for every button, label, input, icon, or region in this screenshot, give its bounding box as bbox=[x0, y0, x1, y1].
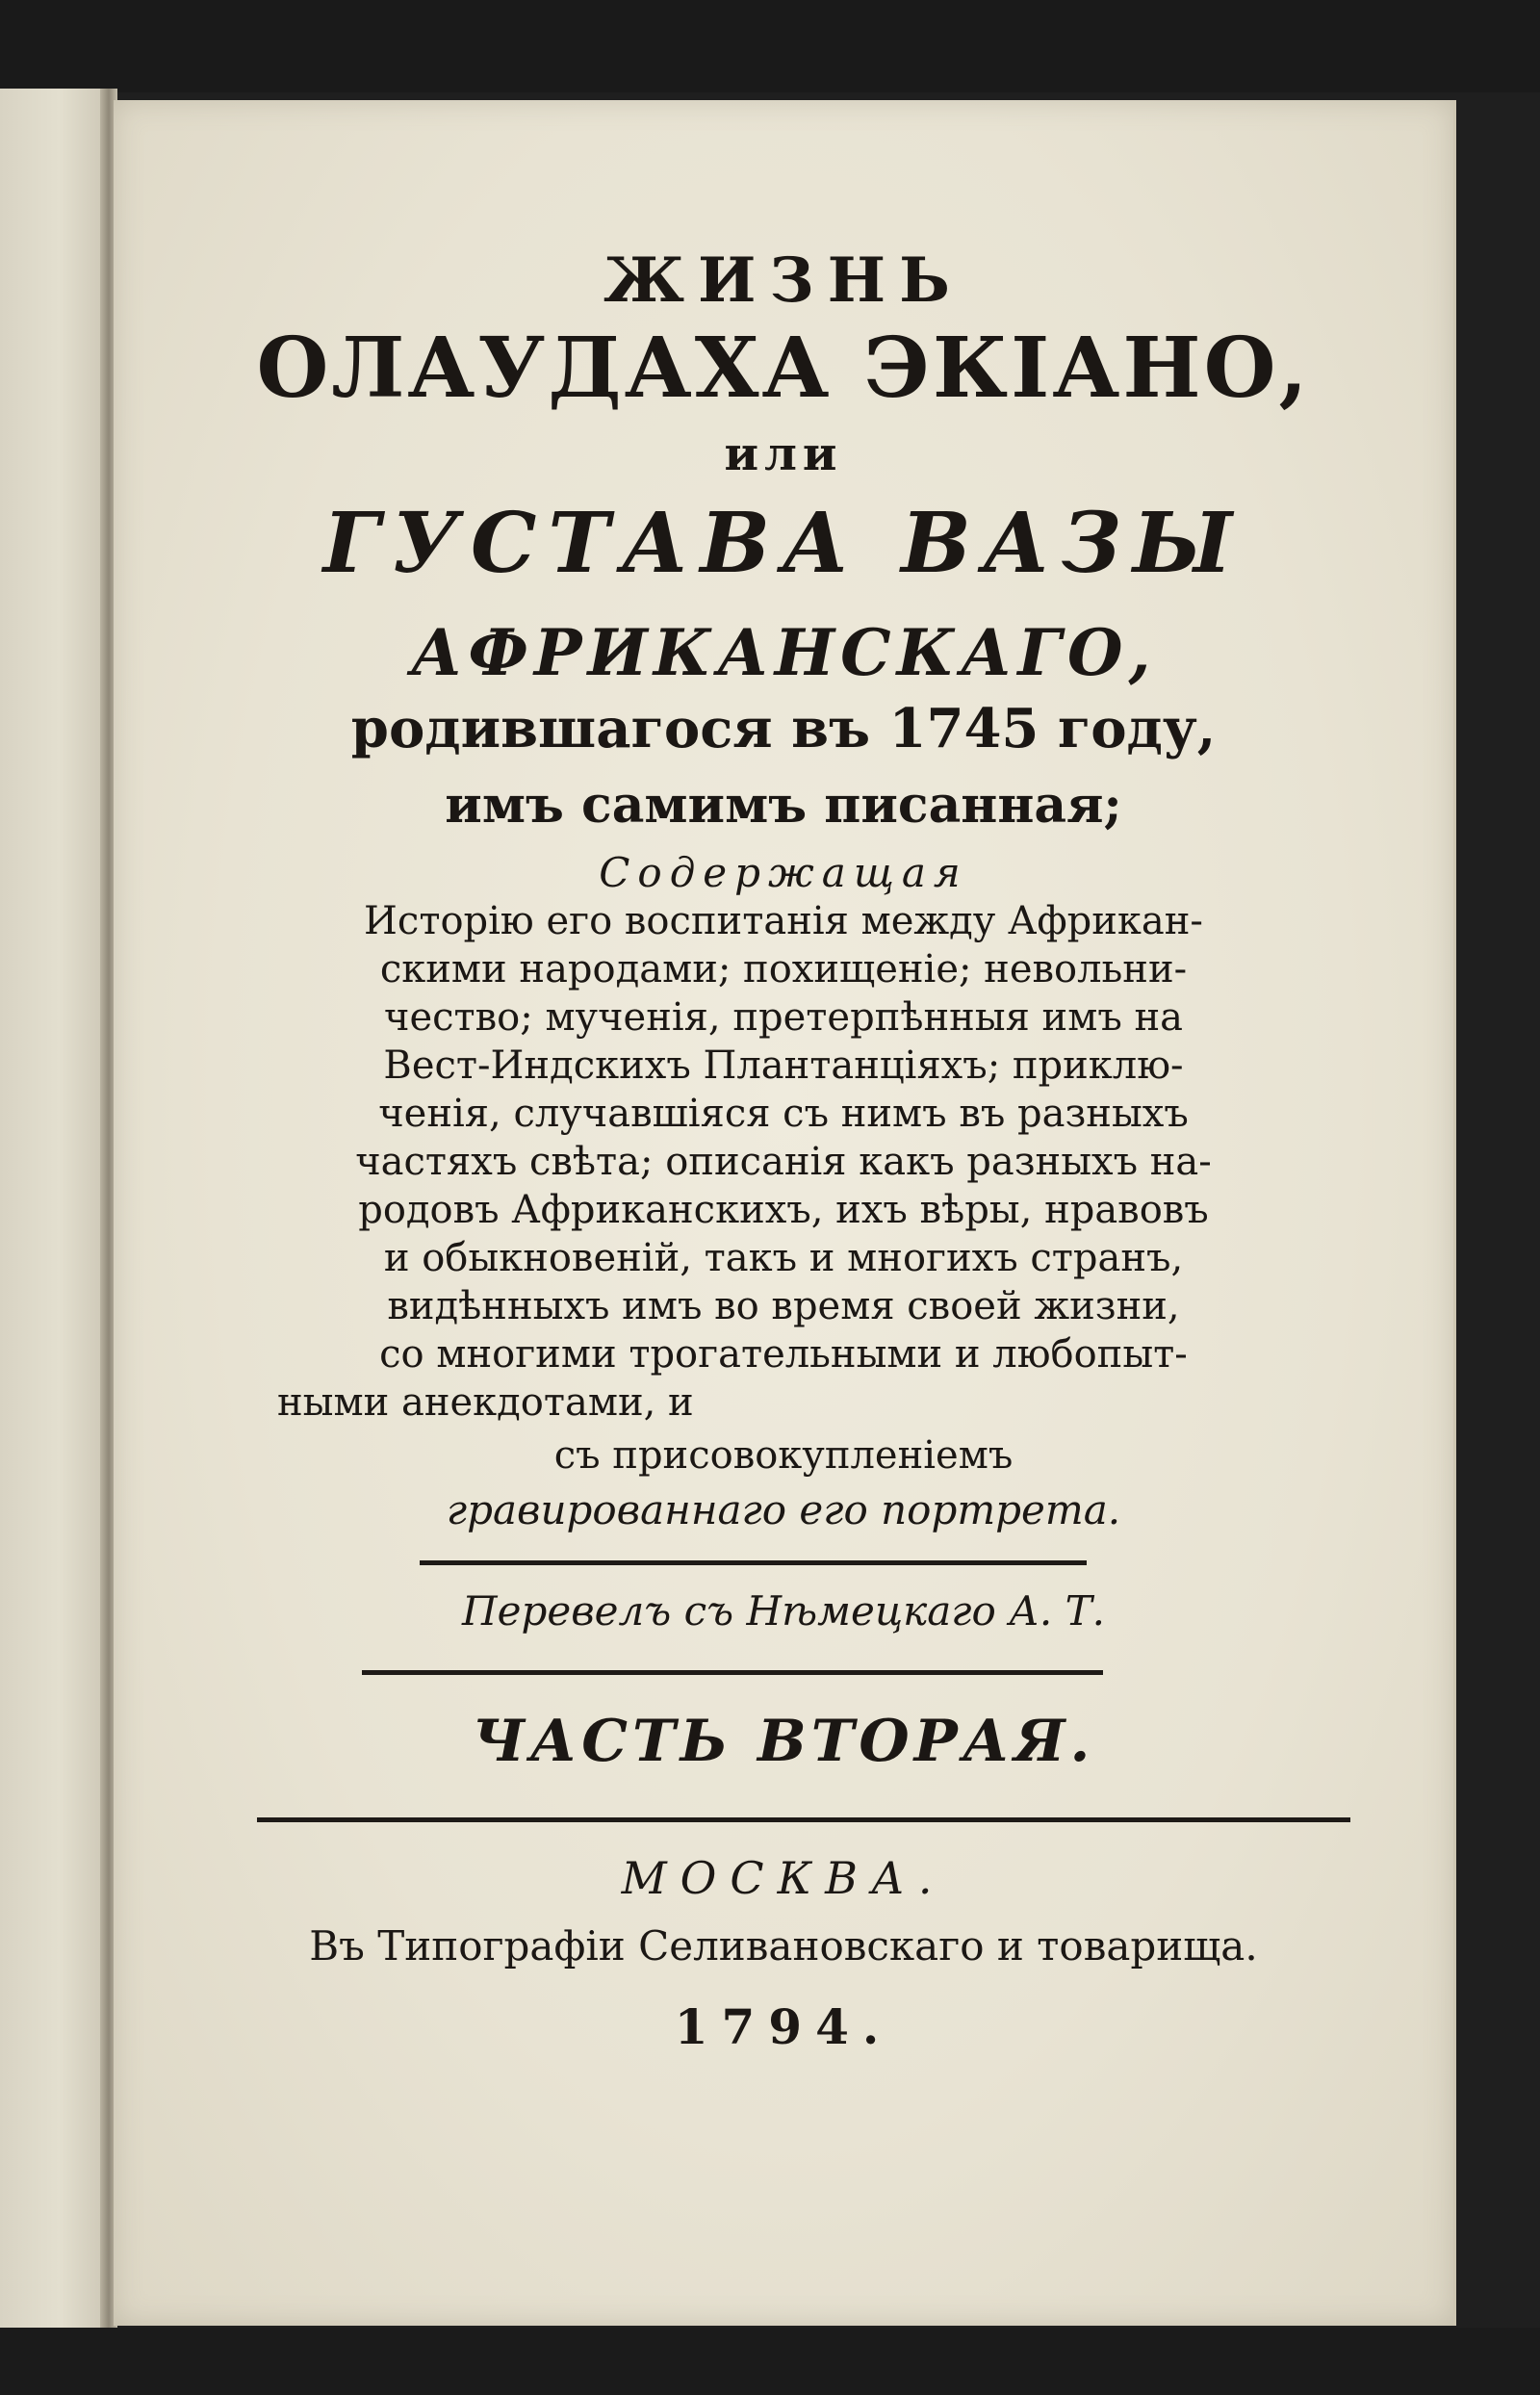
description-line: Вест-Индскихъ Плантанціяхъ; приклю- bbox=[383, 1043, 1184, 1088]
divider-rule bbox=[420, 1560, 1087, 1565]
city-line: МОСКВА. bbox=[621, 1852, 946, 1904]
title-line-ili: или bbox=[724, 427, 843, 481]
title-line-born: родившагося въ 1745 году, bbox=[350, 697, 1217, 760]
description-line: ными анекдотами, и bbox=[277, 1380, 694, 1425]
description-line: и обыкновеній, такъ и многихъ странъ, bbox=[383, 1236, 1184, 1280]
title-line-with-portrait: съ присовокупленіемъ bbox=[553, 1433, 1014, 1478]
title-line-african: АФРИКАНСКАГО, bbox=[410, 615, 1157, 690]
title-line-name: ОЛАУДАХА ЭКІАНО, bbox=[256, 320, 1311, 417]
title-line-engraved-portrait: гравированнаго его портрета. bbox=[446, 1486, 1121, 1533]
title-line-gustav: ГУСТАВА ВАЗЫ bbox=[322, 495, 1245, 592]
description-line: Исторію его воспитанія между Африкан- bbox=[364, 899, 1203, 943]
description-line: родовъ Африканскихъ, ихъ вѣры, нравовъ bbox=[358, 1188, 1209, 1232]
divider-rule bbox=[362, 1670, 1103, 1675]
title-line-written: имъ самимъ писанная; bbox=[445, 776, 1122, 835]
description-line: чество; мученія, претерпѣнныя имъ на bbox=[384, 995, 1183, 1040]
title-page bbox=[114, 100, 1456, 2326]
part-heading: ЧАСТЬ ВТОРАЯ. bbox=[472, 1708, 1095, 1775]
description-line: ченія, случавшіяся съ нимъ въ разныхъ bbox=[378, 1092, 1189, 1136]
translator-line: Перевелъ съ Нѣмецкаго А. Т. bbox=[461, 1587, 1105, 1635]
previous-page-edge bbox=[0, 89, 108, 2331]
title-line-contents: Содержащая bbox=[599, 849, 968, 896]
scan-background-bottom bbox=[0, 2328, 1540, 2395]
description-line: со многими трогательными и любопыт- bbox=[379, 1332, 1188, 1377]
title-line-zhizn: ЖИЗНЬ bbox=[603, 245, 963, 317]
description-line: скими народами; похищеніе; невольни- bbox=[379, 947, 1188, 991]
printer-line: Въ Типографіи Селивановскаго и товарища. bbox=[309, 1922, 1258, 1970]
description-line: частяхъ свѣта; описанія какъ разныхъ на- bbox=[355, 1140, 1212, 1184]
divider-rule bbox=[257, 1817, 1350, 1822]
scan-background-top bbox=[0, 0, 1540, 92]
description-line: видѣнныхъ имъ во время своей жизни, bbox=[387, 1284, 1180, 1328]
year-line: 1794. bbox=[674, 1998, 893, 2055]
